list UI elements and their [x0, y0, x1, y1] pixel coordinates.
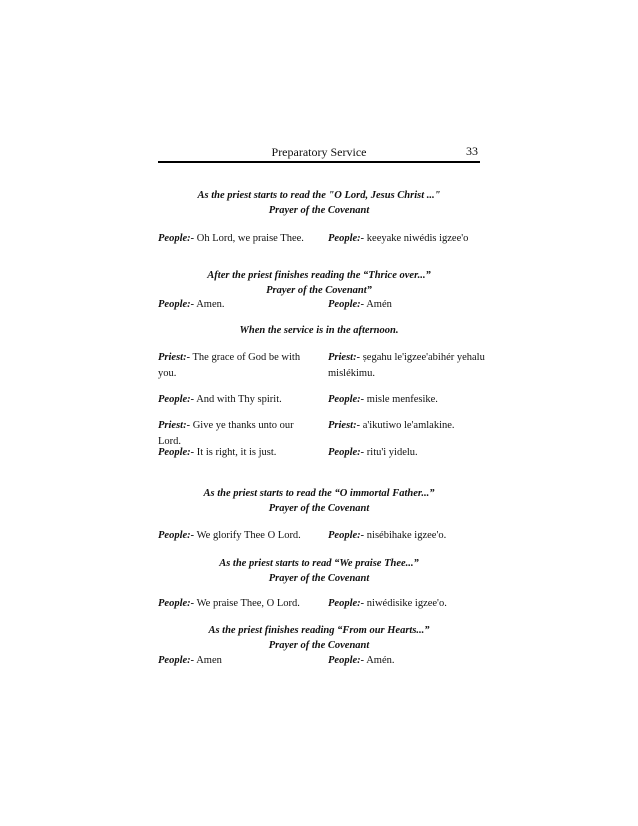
response-text: ritu'i yidelu. [364, 447, 418, 458]
rubric [158, 556, 480, 586]
rubric [158, 268, 480, 298]
section-from-our-hearts [158, 623, 480, 653]
english-response [158, 231, 328, 247]
rubric-line: Prayer of the Covenant [268, 573, 370, 584]
geez-response [328, 653, 488, 669]
rubric [158, 486, 480, 516]
geez-response [328, 231, 498, 247]
response-rows [158, 528, 480, 544]
rubric [158, 323, 480, 338]
rubric-line: After the priest finishes reading the “Thrice over...” [207, 270, 431, 281]
response-text: We glorify Thee O Lord. [194, 530, 301, 541]
geez-response [328, 528, 488, 544]
speaker-label: People:- [158, 394, 195, 405]
rubric-line: As the priest finishes reading “From our Hearts...” [208, 625, 430, 636]
speaker-label: People:- [158, 299, 195, 310]
rubric-line: Prayer of the Covenant [268, 205, 370, 216]
speaker-label: People:- [328, 394, 365, 405]
geez-response [328, 596, 488, 612]
geez-response [328, 392, 488, 408]
response-rows [158, 350, 485, 382]
speaker-label: Priest:- [328, 352, 361, 363]
response-text: It is right, it is just. [194, 447, 277, 458]
geez-response [328, 418, 488, 434]
rubric [158, 188, 480, 218]
response-text: misle menfesike. [364, 394, 438, 405]
section-immortal-father [158, 486, 480, 516]
running-header [158, 145, 480, 161]
page-number: 33 [466, 144, 478, 158]
response-row [158, 350, 485, 382]
speaker-label: People:- [328, 655, 365, 666]
response-text: Amen. [194, 299, 225, 310]
response-text: Amén [364, 299, 392, 310]
response-row [158, 231, 480, 247]
speaker-label: People:- [328, 598, 365, 609]
response-rows [158, 596, 480, 612]
speaker-label: People:- [328, 447, 365, 458]
speaker-label: People:- [328, 233, 365, 244]
response-text: keeyake niwédis igzee'o [364, 233, 469, 244]
response-rows [158, 445, 480, 461]
rubric-line: Prayer of the Covenant [268, 503, 370, 514]
response-text: ṣegahu le'igzee'abihér yehalu mislékimu. [328, 352, 485, 379]
english-response [158, 350, 318, 382]
speaker-label: People:- [158, 598, 195, 609]
response-text: nisébihake igzee'o. [364, 530, 447, 541]
rubric-line: As the priest starts to read the "O Lord, Jesus Christ ..." [197, 190, 441, 201]
speaker-label: People:- [158, 233, 195, 244]
response-text: a'ikutiwo le'amlakine. [360, 420, 455, 431]
rubric-line: As the priest starts to read the “O immortal Father...” [203, 488, 435, 499]
speaker-label: Priest:- [158, 420, 191, 431]
rubric-line: As the priest starts to read “We praise Thee...” [219, 558, 419, 569]
response-text: And with Thy spirit. [194, 394, 282, 405]
geez-response [328, 350, 488, 382]
response-rows [158, 392, 480, 408]
english-response [158, 653, 318, 669]
rubric-line: Prayer of the Covenant” [266, 285, 372, 296]
response-text: We praise Thee, O Lord. [194, 598, 300, 609]
rubric-line: Prayer of the Covenant [268, 640, 370, 651]
response-rows [158, 297, 480, 313]
running-title: Preparatory Service [271, 145, 367, 159]
section-we-praise-thee [158, 556, 480, 586]
response-rows [158, 231, 480, 247]
english-response [158, 528, 318, 544]
response-row [158, 445, 480, 461]
response-text: Oh Lord, we praise Thee. [194, 233, 304, 244]
speaker-label: People:- [328, 299, 365, 310]
geez-response [328, 297, 488, 313]
response-text: The grace of God be with you. [158, 352, 301, 379]
speaker-label: Priest:- [328, 420, 361, 431]
english-response [158, 596, 318, 612]
english-response [158, 392, 318, 408]
response-rows [158, 653, 480, 669]
response-row [158, 297, 480, 313]
speaker-label: People:- [158, 655, 195, 666]
section-o-lord [158, 188, 480, 218]
speaker-label: People:- [328, 530, 365, 541]
response-row [158, 653, 480, 669]
speaker-label: People:- [158, 530, 195, 541]
response-row [158, 392, 480, 408]
speaker-label: People:- [158, 447, 195, 458]
response-text: Amen [194, 655, 222, 666]
english-response [158, 445, 318, 461]
response-text: Give ye thanks unto our Lord. [158, 420, 294, 447]
response-text: niwédisike igzee'o. [364, 598, 447, 609]
response-row [158, 528, 480, 544]
header-rule [158, 161, 480, 163]
geez-response [328, 445, 488, 461]
rubric [158, 623, 480, 653]
rubric-line: When the service is in the afternoon. [239, 325, 399, 336]
english-response [158, 297, 318, 313]
response-row [158, 596, 480, 612]
section-afternoon [158, 323, 480, 338]
section-thrice-over [158, 268, 480, 298]
speaker-label: Priest:- [158, 352, 191, 363]
response-text: Amén. [364, 655, 395, 666]
